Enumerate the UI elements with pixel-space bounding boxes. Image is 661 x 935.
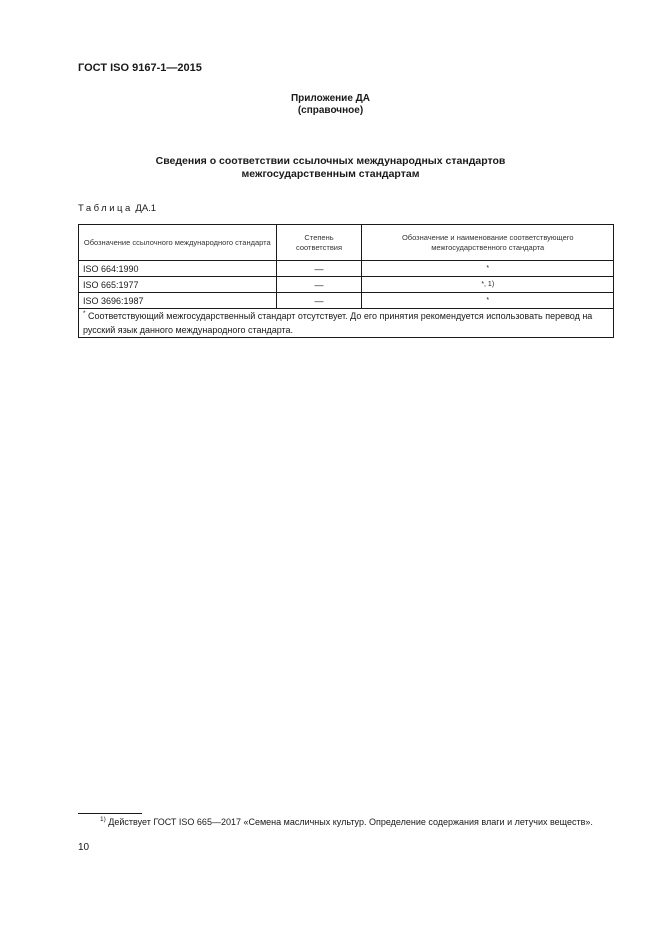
cell-degree: — <box>276 277 362 293</box>
table-note-text: Соответствующий межгосударственный стандарт отсутствует. До его принятия рекомендуется использовать перевод на русский язык данного международного стандарта. <box>83 311 593 335</box>
cell-degree: — <box>276 261 362 277</box>
table-caption-id: ДА.1 <box>135 203 157 214</box>
cell-mark: *, 1) <box>362 277 614 293</box>
cell-mark: * <box>362 261 614 277</box>
table-note-row <box>79 309 614 338</box>
footnote-divider <box>78 813 142 814</box>
column-header-interstate-standard: Обозначение и наименование соответствующего межгосударственного стандарта <box>362 225 614 261</box>
document-code: ГОСТ ISO 9167-1—2015 <box>78 62 202 74</box>
cell-degree: — <box>276 293 362 309</box>
column-header-degree: Степень соответствия <box>276 225 362 261</box>
cell-standard: ISO 3696:1987 <box>79 293 277 309</box>
footnote-marker: 1) <box>100 816 106 823</box>
page-number: 10 <box>78 842 90 853</box>
correspondence-table <box>78 224 614 338</box>
table-caption <box>78 203 156 214</box>
table-row <box>79 293 614 309</box>
appendix-subtitle: (справочное) <box>297 105 364 116</box>
table-row <box>79 277 614 293</box>
section-title-line-1: Сведения о соответствии ссылочных международных стандартов <box>155 155 506 167</box>
appendix-title: Приложение ДА <box>290 93 371 104</box>
cell-mark: * <box>362 293 614 309</box>
table-row <box>79 261 614 277</box>
table-header-row <box>79 225 614 261</box>
footnote <box>78 816 614 829</box>
footnote-text: Действует ГОСТ ISO 665—2017 «Семена масличных культур. Определение содержания влаги и летучих веществ». <box>108 817 593 827</box>
cell-standard: ISO 665:1977 <box>79 277 277 293</box>
column-header-standard: Обозначение ссылочного международного стандарта <box>79 225 277 261</box>
table-note-marker: * <box>83 310 86 317</box>
table-caption-prefix: Таблица <box>78 203 133 214</box>
section-title-line-2: межгосударственным стандартам <box>241 168 420 180</box>
cell-standard: ISO 664:1990 <box>79 261 277 277</box>
table-note <box>79 309 614 338</box>
